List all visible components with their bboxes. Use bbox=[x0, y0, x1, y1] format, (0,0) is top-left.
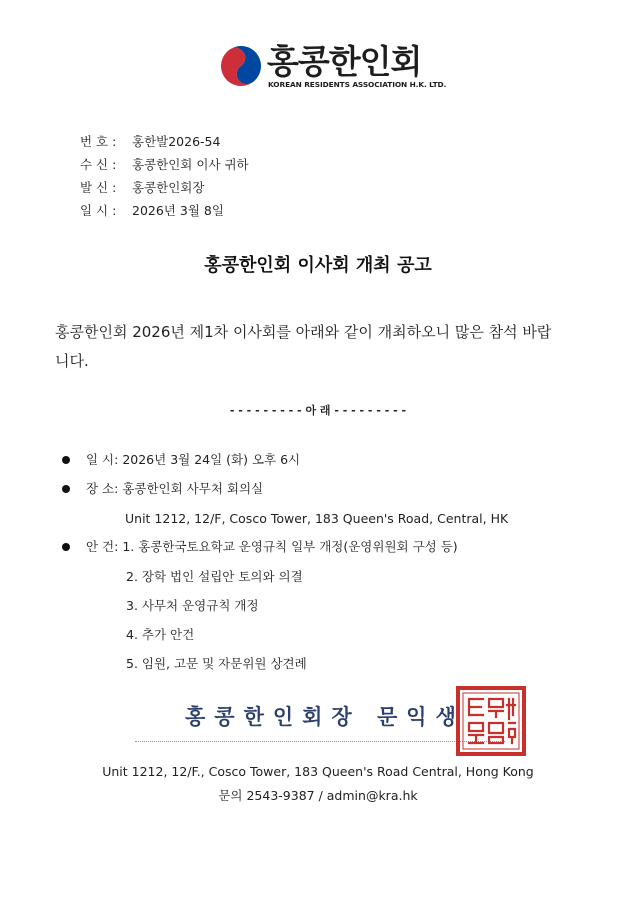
meta-value: 홍한발2026-54 bbox=[132, 134, 221, 149]
footer-contact: 문의 2543-9387 / admin@kra.hk bbox=[218, 788, 418, 803]
detail-date bbox=[86, 451, 300, 469]
footer-address: Unit 1212, 12/F., Cosco Tower, 183 Queen's Road Central, Hong Kong bbox=[102, 764, 534, 779]
agenda-item: 1. 홍콩한국토요학교 운영규칙 일부 개정(운영위원회 구성 등) bbox=[122, 539, 458, 554]
meta-row-recipient bbox=[80, 153, 249, 176]
document-meta bbox=[80, 130, 249, 222]
detail-place-value: 홍콩한인회 사무처 회의실 bbox=[122, 481, 264, 496]
meta-row-number bbox=[80, 130, 249, 153]
signature-line: 홍콩한인회장 문익생 bbox=[185, 704, 465, 729]
meta-value: 2026년 3월 8일 bbox=[132, 203, 224, 218]
detail-date-label: 일 시: bbox=[86, 452, 119, 467]
letterhead-org-name: 홍콩한인회 bbox=[267, 42, 422, 81]
detail-agenda-label: 안 건: bbox=[86, 539, 119, 554]
meta-row-date bbox=[80, 199, 249, 222]
official-seal-stamp bbox=[455, 685, 527, 757]
meta-value: 홍콩한인회 이사 귀하 bbox=[132, 157, 249, 172]
bullet-icon bbox=[62, 456, 70, 464]
meta-label: 수 신 : bbox=[80, 157, 117, 172]
agenda-item: 5. 임원, 고문 및 자문위원 상견례 bbox=[126, 656, 307, 671]
detail-date-value: 2026년 3월 24일 (화) 오후 6시 bbox=[122, 452, 301, 467]
meta-label: 일 시 : bbox=[80, 203, 117, 218]
intro-paragraph: 홍콩한인회 2026년 제1차 이사회를 아래와 같이 개최하오니 많은 참석 바랍니다. bbox=[55, 323, 552, 370]
meta-value: 홍콩한인회장 bbox=[132, 180, 205, 195]
signature-divider bbox=[135, 741, 505, 742]
detail-place bbox=[86, 480, 263, 498]
document-title: 홍콩한인회 이사회 개최 공고 bbox=[204, 255, 432, 276]
detail-place-address: Unit 1212, 12/F, Cosco Tower, 183 Queen's Road, Central, HK bbox=[125, 511, 509, 526]
meta-row-sender bbox=[80, 176, 249, 199]
agenda-item: 3. 사무처 운영규칙 개정 bbox=[126, 598, 259, 613]
detail-place-label: 장 소: bbox=[86, 481, 119, 496]
meta-label: 발 신 : bbox=[80, 180, 117, 195]
detail-agenda bbox=[86, 538, 458, 556]
letterhead-logo bbox=[219, 42, 447, 94]
agenda-item: 2. 장학 법인 설립안 토의와 의결 bbox=[126, 569, 303, 584]
letterhead-org-name-en: KOREAN RESIDENTS ASSOCIATION H.K. LTD. bbox=[268, 80, 447, 89]
section-separator: - - - - - - - - - 아 래 - - - - - - - - - bbox=[229, 404, 407, 417]
bullet-icon bbox=[62, 543, 70, 551]
meta-label: 번 호 : bbox=[80, 134, 117, 149]
agenda-item: 4. 추가 안건 bbox=[126, 627, 195, 642]
bullet-icon bbox=[62, 485, 70, 493]
taegeuk-logo-icon bbox=[219, 44, 263, 88]
